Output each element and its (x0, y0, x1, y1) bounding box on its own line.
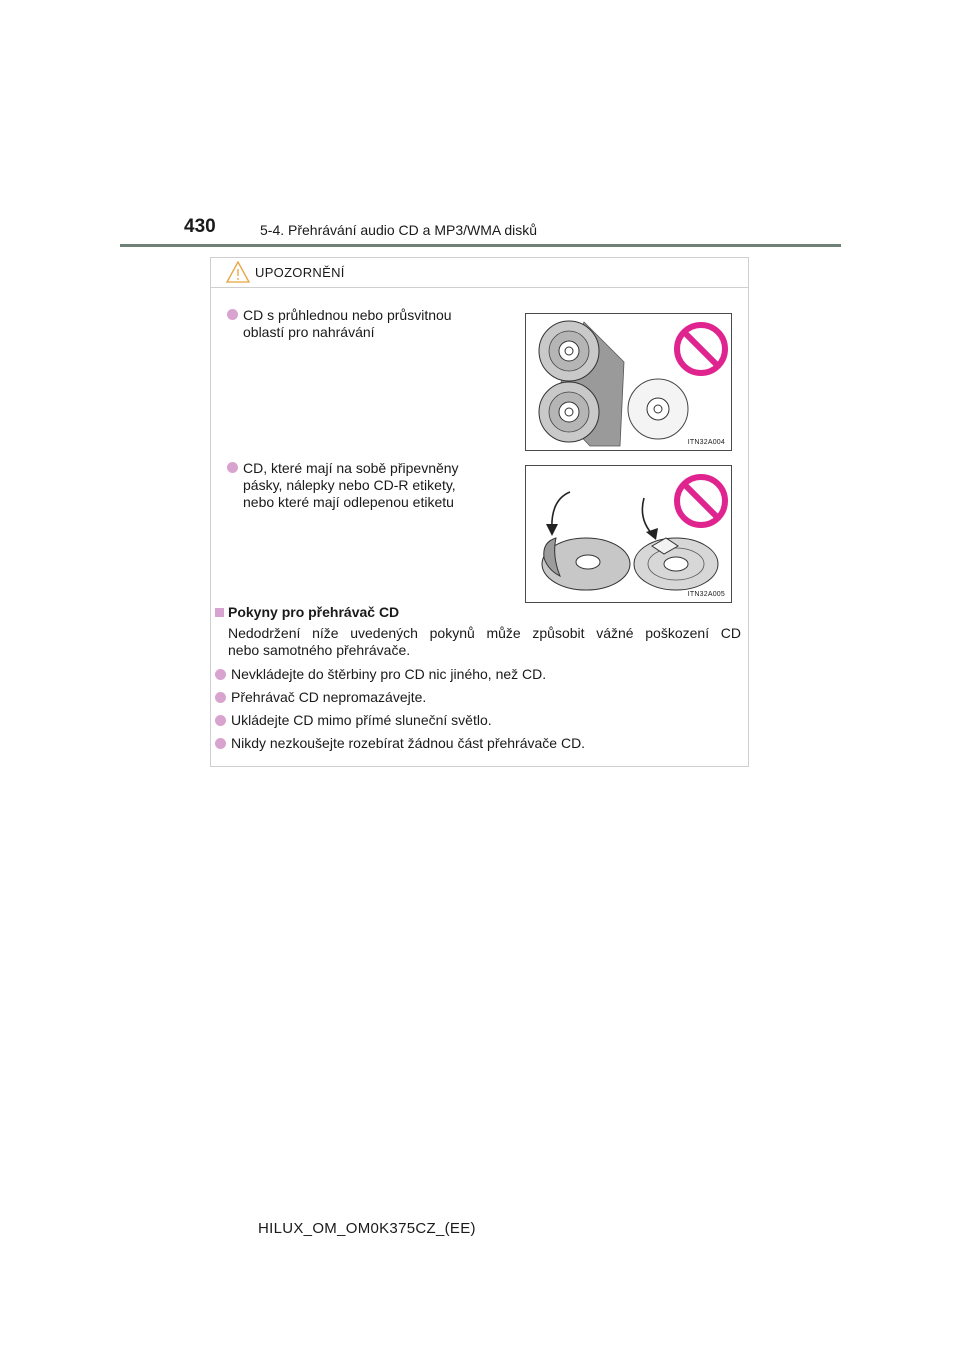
cd-disc-icon (539, 382, 599, 442)
player-intro (228, 625, 741, 659)
player-heading-text: Pokyny pro přehrávač CD (228, 604, 400, 620)
intro-line: nebo samotného přehrávače. (228, 642, 411, 658)
illustration-transparent-cd (525, 313, 732, 451)
player-list-item (215, 689, 426, 706)
illustration-labeled-cd (525, 465, 732, 603)
player-section-heading (215, 604, 399, 620)
item-line: CD s průhlednou nebo průsvitnou (243, 307, 452, 323)
heading-square-icon (215, 608, 224, 617)
taped-cd-icon (634, 498, 718, 590)
bullet-dot (215, 738, 226, 749)
caution-item-labeled-cd (227, 460, 459, 511)
footer-doc-code: HILUX_OM_OM0K375CZ_(EE) (258, 1220, 476, 1237)
prohibition-icon (677, 325, 725, 373)
section-title: 5-4. Přehrávání audio CD a MP3/WMA disků (260, 222, 538, 238)
bullet-dot (215, 715, 226, 726)
cd-illustration (526, 314, 731, 450)
transparent-cd-icon (628, 379, 688, 439)
player-list-item (215, 735, 585, 752)
caution-item-transparent-cd (227, 307, 452, 341)
prohibition-icon (677, 477, 725, 525)
peeling-label-cd-icon (542, 492, 630, 590)
bullet-dot (227, 462, 238, 473)
caution-label: UPOZORNĚNÍ (255, 265, 345, 280)
warning-triangle-icon (225, 260, 251, 284)
cd-label-illustration (526, 466, 731, 602)
item-line: oblastí pro nahrávání (243, 324, 375, 340)
intro-line: Nedodržení níže uvedených pokynů může způsobit vážné poškození CD (228, 625, 741, 641)
page-number: 430 (184, 216, 216, 237)
item-line: nebo které mají odlepenou etiketu (243, 494, 454, 510)
player-list-item (215, 712, 492, 729)
cd-disc-icon (539, 321, 599, 381)
figure-code: ITN32A004 (687, 439, 725, 446)
header-rule (120, 244, 841, 247)
bullet-dot (227, 309, 238, 320)
list-text: Nikdy nezkoušejte rozebírat žádnou část přehrávače CD. (231, 735, 586, 751)
bullet-dot (215, 669, 226, 680)
list-text: Nevkládejte do štěrbiny pro CD nic jiného, než CD. (231, 666, 547, 682)
player-list-item (215, 666, 546, 683)
caution-header (211, 258, 748, 288)
figure-code: ITN32A005 (687, 591, 725, 598)
list-text: Přehrávač CD nepromazávejte. (231, 689, 427, 705)
item-line: CD, které mají na sobě připevněny (243, 460, 459, 476)
caution-box (210, 257, 749, 767)
list-text: Ukládejte CD mimo přímé sluneční světlo. (231, 712, 492, 728)
item-line: pásky, nálepky nebo CD-R etikety, (243, 477, 456, 493)
bullet-dot (215, 692, 226, 703)
